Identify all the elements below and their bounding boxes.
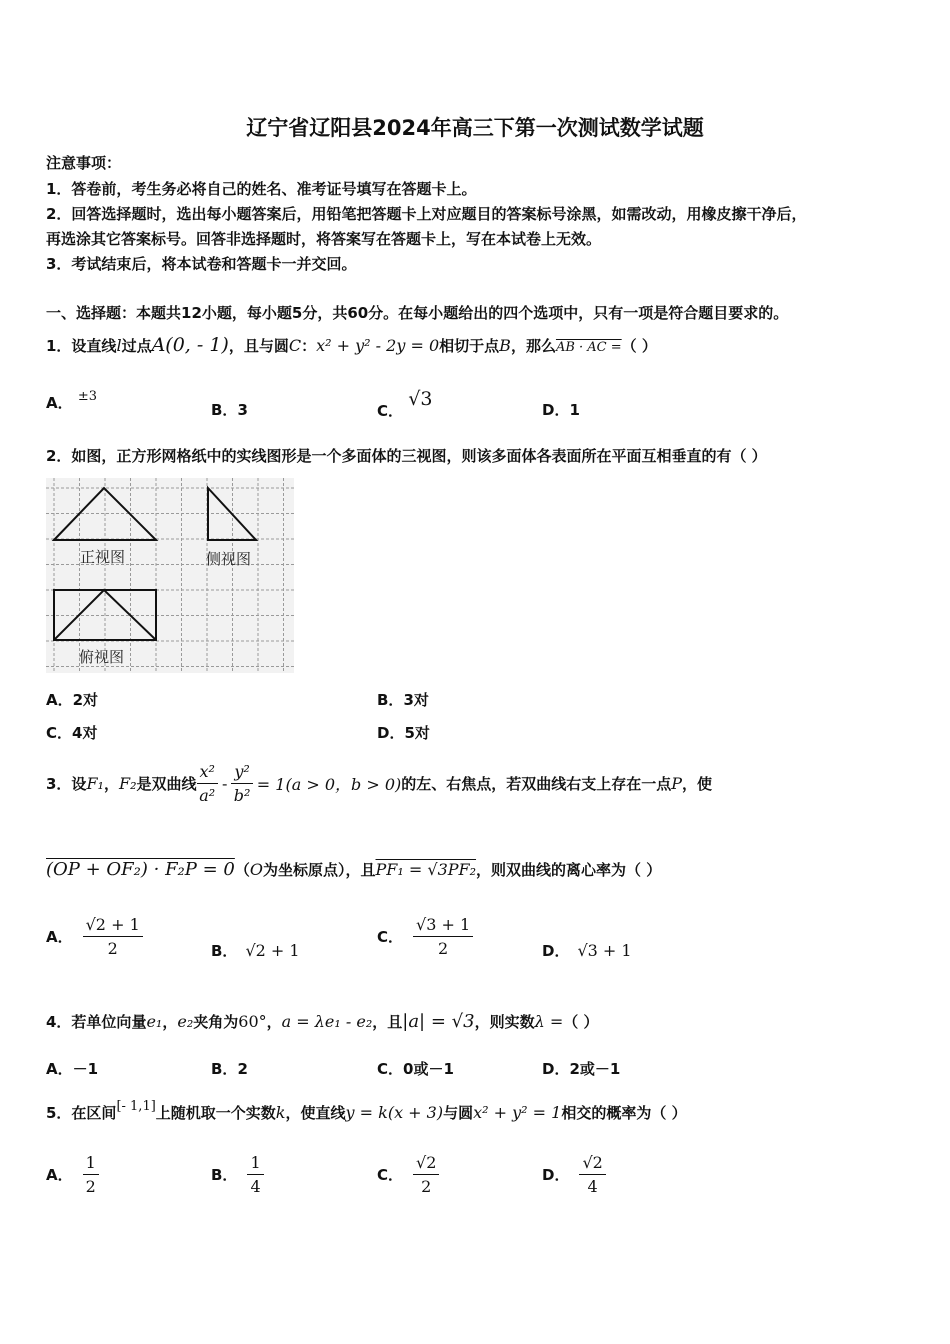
option-value: √3 + 1 (577, 941, 632, 960)
q1-point-a: A(0, - 1) (151, 334, 229, 356)
figure-background (46, 478, 294, 673)
q3-text-2: 是双曲线 (136, 774, 197, 793)
q5-variable-k: k (275, 1103, 286, 1122)
option-fraction (247, 1153, 263, 1196)
q1-paren: （ ） (621, 337, 657, 355)
option-label: D． (542, 1166, 570, 1184)
option-value: 2对 (72, 691, 99, 709)
q5-line-equation: y = k(x + 3) (345, 1103, 444, 1122)
q4-option-b (211, 1058, 248, 1079)
q3-origin-text: 为坐标原点），且 (263, 861, 376, 879)
q3-point-p: P (671, 773, 683, 793)
q5-option-b (211, 1153, 264, 1196)
q2-option-a (46, 689, 98, 710)
q1-dot-product: AB · AC = (555, 340, 622, 355)
option-label: D． (542, 942, 570, 960)
option-fraction (579, 1153, 605, 1196)
option-value: －1 (72, 1060, 99, 1078)
notice-item-2-cont: 再选涂其它答案标号。回答非选择题时，将答案写在答题卡上，写在本试卷上无效。 (46, 230, 602, 248)
q3-focus-2: F₂ (118, 773, 137, 793)
q1-text-1: 1．设直线 (46, 337, 117, 355)
side-view-label: 侧视图 (206, 550, 252, 568)
option-label: C． (377, 1060, 404, 1078)
q1-colon: ： (301, 337, 317, 355)
q1-text-5: ，那么 (510, 337, 556, 355)
option-label: B． (211, 1060, 238, 1078)
q3-option-c (377, 915, 473, 958)
fraction-numerator: √2 (579, 1153, 605, 1175)
option-label: A． (46, 1060, 73, 1078)
fraction-numerator: √2 + 1 (83, 915, 143, 937)
q4-text-2: ， (162, 1013, 178, 1031)
q4-text-6: ，则实数 (474, 1013, 535, 1031)
q4-text-4: ， (266, 1013, 282, 1031)
q1-circle-c: C (288, 336, 302, 355)
option-fraction (413, 1153, 439, 1196)
option-fraction (83, 1153, 99, 1196)
q4-angle: 60° (238, 1012, 267, 1031)
option-label: C． (377, 1166, 404, 1184)
fraction-denominator: b² (233, 785, 251, 805)
question-2: 2．如图，正方形网格纸中的实线图形是一个多面体的三视图，则该多面体各表面所在平面互相垂直的有（ ） (46, 447, 767, 465)
q1-option-d (542, 399, 580, 420)
fraction-numerator: 1 (247, 1153, 263, 1175)
option-label: A． (46, 1166, 73, 1184)
q4-paren: （ ） (563, 1013, 599, 1031)
fraction-denominator: a² (199, 785, 216, 805)
q3-option-d (542, 940, 632, 961)
question-3 (46, 757, 712, 809)
q4-vector-a: a = λe₁ - e₂ (281, 1012, 373, 1031)
option-label: D． (542, 1060, 570, 1078)
fraction-numerator: x² (197, 762, 218, 784)
q5-text-1: 5．在区间 (46, 1104, 117, 1122)
fraction-numerator: 1 (83, 1153, 99, 1175)
q1-text-3: ，且与圆 (228, 337, 289, 355)
q1-option-b (211, 399, 248, 420)
q4-text-1: 4．若单位向量 (46, 1013, 147, 1031)
q1-option-a (46, 389, 98, 413)
fraction-denominator: 4 (250, 1177, 261, 1196)
option-label: A． (46, 691, 73, 709)
section-heading: 一、选择题：本题共12小题，每小题5分，共60分。在每小题给出的四个选项中，只有一项是符合题目要求的。 (46, 304, 789, 322)
fraction-denominator: 4 (587, 1177, 598, 1196)
option-value: ±3 (77, 389, 98, 404)
q2-option-d (377, 722, 430, 743)
question-4 (46, 1011, 598, 1032)
fraction-denominator: 2 (437, 939, 449, 958)
q5-interval: [- 1,1] (116, 1099, 156, 1114)
option-value: 1 (569, 401, 580, 419)
question-1 (46, 334, 657, 356)
option-value: 3对 (403, 691, 429, 709)
q2-option-c (46, 722, 97, 743)
option-value: 3 (237, 401, 248, 419)
option-label: A． (46, 394, 73, 412)
question-3-line-2 (46, 859, 661, 880)
q4-vector-e2: e₂ (177, 1012, 194, 1031)
q5-option-a (46, 1153, 99, 1196)
option-label: B． (377, 691, 404, 709)
q3-pf-relation: PF₁ = √3PF₂ (375, 860, 477, 879)
q4-option-d (542, 1058, 620, 1079)
notice-item-2: 2．回答选择题时，选出每小题答案后，用铅笔把答题卡上对应题目的答案标号涂黑，如需改动，用橡皮擦干净后， (46, 205, 807, 223)
q3-fraction-x (197, 762, 218, 805)
option-value: 0或－1 (403, 1060, 454, 1078)
q4-option-a (46, 1058, 98, 1079)
q5-text-5: 相交的概率为（ ） (561, 1104, 687, 1122)
notice-item-3: 3．考试结束后，将本试卷和答题卡一并交回。 (46, 255, 357, 273)
q3-option-a (46, 915, 143, 958)
q3-paren-open: （ (234, 861, 250, 879)
fraction-denominator: 2 (421, 1177, 432, 1196)
q1-point-b: B (499, 336, 511, 355)
q3-minus: - (221, 773, 228, 793)
option-label: B． (211, 401, 238, 419)
fraction-numerator: y² (231, 762, 252, 784)
q1-text-2: 过点 (121, 337, 152, 355)
q3-text-1: 3．设 (46, 774, 87, 793)
option-label: C． (377, 402, 404, 420)
q4-lambda: λ = (534, 1012, 564, 1031)
q1-option-c (377, 388, 433, 420)
fraction-denominator: 2 (85, 1177, 96, 1196)
option-label: B． (211, 942, 238, 960)
option-fraction (83, 915, 143, 958)
q5-option-d (542, 1153, 606, 1196)
notice-item-1: 1．答卷前，考生务必将自己的姓名、准考证号填写在答题卡上。 (46, 180, 477, 198)
q3-focus-1: F₁ (86, 773, 104, 793)
option-value: 2 (237, 1060, 248, 1078)
q4-option-c (377, 1058, 454, 1079)
q3-vector-equation: (OP + OF₂) · F₂P = 0 (46, 859, 235, 880)
question-5 (46, 1099, 687, 1123)
fraction-numerator: √3 + 1 (413, 915, 473, 937)
option-value: √3 (408, 388, 433, 410)
q3-fraction-y (231, 762, 252, 805)
q3-text-4: ，使 (682, 774, 713, 793)
option-label: D． (542, 401, 570, 419)
q3-origin-o: O (249, 860, 263, 879)
q5-text-3: ，使直线 (285, 1104, 346, 1122)
option-label: A． (46, 928, 73, 946)
option-label: C． (377, 928, 404, 946)
option-value: 5对 (404, 724, 430, 742)
option-fraction (413, 915, 473, 958)
option-label: D． (377, 724, 405, 742)
front-view-label: 正视图 (80, 548, 126, 566)
top-view-label: 俯视图 (79, 648, 125, 666)
q3-text-tail: ，则双曲线的离心率为（ ） (476, 861, 662, 879)
q5-text-2: 上随机取一个实数 (155, 1104, 276, 1122)
q3-comma: ， (103, 774, 119, 793)
q5-option-c (377, 1153, 439, 1196)
q3-condition: = 1(a > 0，b > 0) (256, 774, 402, 794)
option-value: 4对 (72, 724, 98, 742)
notice-heading: 注意事项： (46, 154, 122, 172)
q5-circle-equation: x² + y² = 1 (473, 1103, 562, 1122)
option-value: √2 + 1 (245, 941, 300, 960)
q5-text-4: 与圆 (443, 1104, 474, 1122)
page-title: 辽宁省辽阳县2024年高三下第一次测试数学试题 (246, 116, 704, 140)
q4-magnitude: |a| = √3 (402, 1011, 475, 1032)
fraction-numerator: √2 (413, 1153, 439, 1175)
fraction-denominator: 2 (107, 939, 118, 958)
q4-vector-e1: e₁ (146, 1012, 163, 1031)
three-view-svg (46, 478, 294, 673)
q1-circle-eq: x² + y² - 2y = 0 (316, 336, 440, 355)
q3-option-b (211, 940, 300, 961)
three-view-figure (46, 478, 294, 673)
q2-option-b (377, 689, 429, 710)
q4-text-3: 夹角为 (193, 1013, 239, 1031)
q4-text-5: ，且 (372, 1013, 403, 1031)
q1-text-4: 相切于点 (439, 337, 500, 355)
option-label: B． (211, 1166, 238, 1184)
q1-line-l: l (116, 336, 122, 355)
option-label: C． (46, 724, 73, 742)
q3-text-3: 的左、右焦点，若双曲线右支上存在一点 (401, 774, 672, 793)
option-value: 2或－1 (569, 1060, 621, 1078)
